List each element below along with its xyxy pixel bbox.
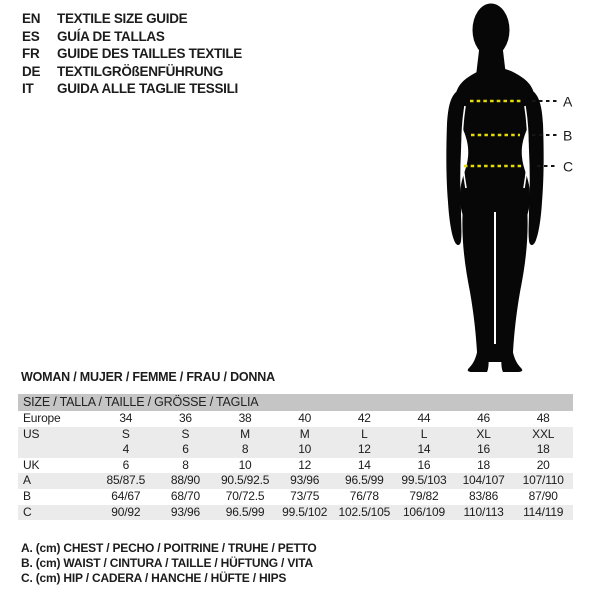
table-cell: 14 xyxy=(417,442,431,457)
table-cell: 10 xyxy=(238,457,252,472)
language-row-en xyxy=(22,10,242,28)
table-row-hip xyxy=(18,505,573,521)
table-cell: 64/67 xyxy=(111,488,141,503)
table-cell: 42 xyxy=(357,411,371,425)
language-label: GUÍA DE TALLAS xyxy=(57,28,165,44)
marker-label-c: C xyxy=(563,158,574,175)
measurement-legend xyxy=(21,541,317,587)
table-cell: 85/87.5 xyxy=(106,473,146,488)
legend-chest: A. (cm) CHEST / PECHO / POITRINE / TRUHE / PETTO xyxy=(21,541,317,555)
table-cell: 16 xyxy=(477,442,491,457)
legend-waist: B. (cm) WAIST / CINTURA / TAILLE / HÜFTUNG / VITA xyxy=(21,556,313,571)
language-row-it xyxy=(22,80,242,98)
table-cell: 99.5/102 xyxy=(282,504,328,519)
table-row-us xyxy=(18,427,573,443)
table-cell: 18 xyxy=(477,457,491,472)
size-table-header: SIZE / TALLA / TAILLE / GRÖSSE / TAGLIA xyxy=(18,394,573,411)
table-cell: 48 xyxy=(536,411,550,425)
language-label: TEXTILGRÖßENFÜHRUNG xyxy=(57,63,224,79)
table-cell: 38 xyxy=(238,411,252,425)
table-row-us-numeric xyxy=(18,442,573,458)
language-list xyxy=(22,10,242,98)
table-cell: 12 xyxy=(298,457,312,472)
table-cell: 96.5/99 xyxy=(225,504,265,519)
row-label: US xyxy=(23,426,40,441)
table-cell: 104/107 xyxy=(462,473,505,488)
language-code: ES xyxy=(22,28,40,44)
table-cell: 96.5/99 xyxy=(344,473,384,488)
table-cell: 106/109 xyxy=(402,504,445,519)
row-label: B xyxy=(23,488,31,503)
silhouette-foot-left xyxy=(468,346,489,372)
table-row-waist xyxy=(18,489,573,505)
table-cell: 6 xyxy=(182,442,189,457)
table-cell: 6 xyxy=(122,457,130,472)
table-cell: S xyxy=(121,426,130,441)
table-cell: S xyxy=(181,426,190,441)
table-cell: 90.5/92.5 xyxy=(220,473,270,488)
table-cell: 34 xyxy=(119,411,133,425)
table-cell: 107/110 xyxy=(522,473,564,488)
size-table xyxy=(18,394,573,520)
table-cell: M xyxy=(299,426,310,441)
table-cell: 79/82 xyxy=(409,488,439,503)
table-cell: 88/90 xyxy=(170,473,200,488)
table-cell: 46 xyxy=(477,411,491,425)
table-cell: 93/96 xyxy=(290,473,320,488)
table-cell: 14 xyxy=(357,457,371,472)
table-cell: 8 xyxy=(182,457,189,472)
row-label: C xyxy=(23,504,32,519)
table-row-europe xyxy=(18,411,573,427)
table-cell: 114/119 xyxy=(523,504,564,519)
table-cell: 68/70 xyxy=(170,488,200,503)
language-label: GUIDE DES TAILLES TEXTILE xyxy=(57,46,243,62)
table-cell: 73/75 xyxy=(290,488,320,503)
table-cell: 90/92 xyxy=(111,504,141,519)
table-cell: XXL xyxy=(532,426,555,441)
language-row-fr xyxy=(22,45,242,63)
language-label: TEXTILE SIZE GUIDE xyxy=(57,11,188,26)
table-cell: 4 xyxy=(122,442,130,457)
table-cell: 36 xyxy=(178,411,192,425)
table-cell: 87/90 xyxy=(528,488,558,503)
marker-label-a: A xyxy=(563,93,573,110)
table-cell: 76/78 xyxy=(349,488,379,503)
table-cell: 99.5/103 xyxy=(401,473,447,488)
language-label: GUIDA ALLE TAGLIE TESSILI xyxy=(57,81,238,97)
table-cell: 83/86 xyxy=(469,488,499,503)
row-label: A xyxy=(23,473,31,488)
table-cell: 70/72.5 xyxy=(225,488,265,503)
language-code: IT xyxy=(22,81,34,97)
table-cell: 110/113 xyxy=(463,504,504,519)
table-cell: L xyxy=(361,426,368,441)
row-label: Europe xyxy=(23,411,61,425)
table-row-uk xyxy=(18,458,573,474)
table-cell: 102.5/105 xyxy=(338,504,391,519)
silhouette-foot-right xyxy=(501,346,522,372)
table-cell: 44 xyxy=(417,411,431,425)
table-cell: L xyxy=(420,426,428,441)
table-cell: 40 xyxy=(298,411,312,425)
table-cell: 16 xyxy=(417,457,431,472)
table-cell: 12 xyxy=(357,442,371,457)
row-label: UK xyxy=(23,457,40,472)
language-code: DE xyxy=(22,63,41,79)
woman-silhouette-graphic xyxy=(420,0,600,380)
silhouette-torso xyxy=(455,68,535,216)
language-row-es xyxy=(22,28,242,46)
table-cell: XL xyxy=(476,426,491,441)
section-title: WOMAN / MUJER / FEMME / FRAU / DONNA xyxy=(21,370,275,384)
table-cell: 10 xyxy=(298,442,312,457)
language-code: FR xyxy=(22,46,40,62)
table-cell: 8 xyxy=(241,442,249,457)
body-measurement-figure xyxy=(420,0,600,380)
language-row-de xyxy=(22,63,242,81)
table-cell: 20 xyxy=(536,457,550,472)
language-code: EN xyxy=(22,11,41,26)
table-cell: 93/96 xyxy=(170,504,200,519)
table-row-chest xyxy=(18,473,573,489)
table-cell: 18 xyxy=(536,442,550,457)
marker-label-b: B xyxy=(563,127,573,144)
table-cell: M xyxy=(240,426,250,441)
legend-hip: C. (cm) HIP / CADERA / HANCHE / HÜFTE / HIPS xyxy=(21,571,287,586)
